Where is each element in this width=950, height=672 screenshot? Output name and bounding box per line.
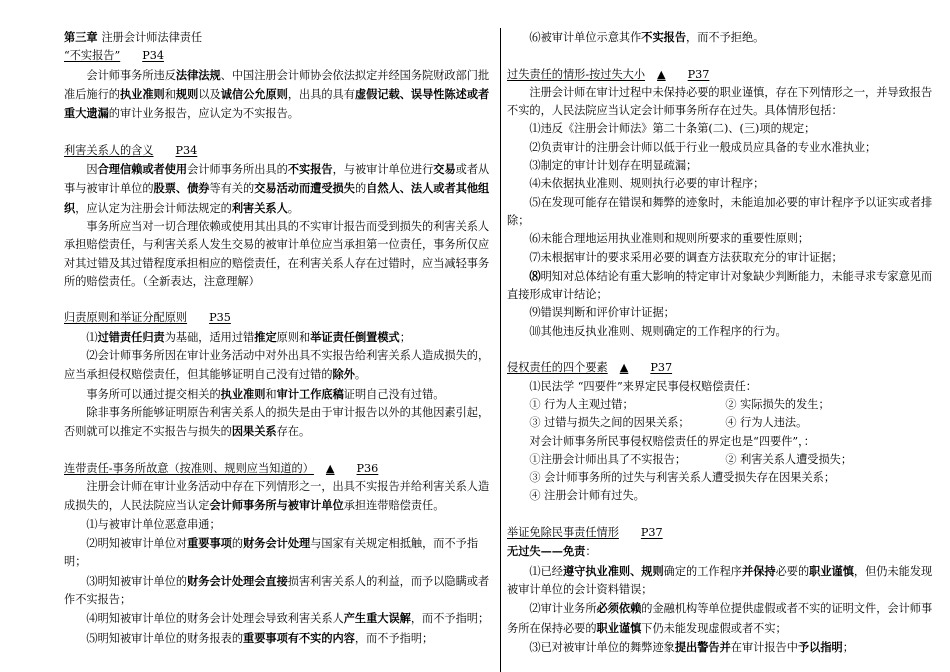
- text-run: ，而不予指明；: [410, 612, 490, 626]
- left-column: [64, 28, 494, 648]
- text-run: ⑺未根据审计的要求采用必要的调查方法获取充分的审计证据；: [529, 250, 843, 264]
- text-run: ⑴: [86, 330, 98, 344]
- paragraph: [507, 175, 939, 193]
- section-heading: [507, 66, 939, 84]
- bold-text: 交易活动而遭受损失: [254, 181, 355, 196]
- paragraph: [64, 347, 494, 385]
- bold-text: 股票、债券: [153, 181, 210, 196]
- text-run: ⑵明知被审计单位对: [86, 537, 188, 551]
- text-run: ⑷未依据执业准则、规则执行必要的审计程序；: [529, 177, 765, 191]
- text-run: ④ 注册会计师有过失。: [529, 489, 645, 503]
- text-run: ⑵审计业务所: [529, 602, 597, 616]
- bold-text: 财务会计处理: [243, 536, 311, 551]
- section-heading: [64, 309, 494, 327]
- paragraph: [64, 160, 494, 218]
- paragraph: [64, 404, 494, 442]
- paragraph: [507, 378, 939, 396]
- paragraph: [507, 267, 939, 305]
- text-run: ⑵会计师事务所因在审计业务活动中对外出具不实报告给利害关系人造成损失的，应当承担侵权赔偿责任，但其能够证明自己没有过错的: [64, 349, 490, 382]
- text-run: 以及: [198, 87, 221, 101]
- bold-text: 并保持: [742, 563, 776, 578]
- paragraph: [507, 230, 939, 248]
- text-run: 会计师事务所违反: [86, 68, 176, 82]
- list-entry: ①注册会计师出具了不实报告；: [529, 452, 687, 466]
- bold-text: 自然人、法人或者其他组织: [64, 181, 490, 215]
- bold-text: 产生重大误解: [343, 611, 411, 626]
- bold-text: 第三章: [64, 30, 102, 44]
- page-reference: P37: [650, 361, 673, 375]
- list-entry: ② 实际损失的发生；: [725, 397, 830, 411]
- text-run: ；: [842, 640, 854, 654]
- page-reference: P34: [175, 143, 198, 157]
- text-run: ：: [585, 545, 597, 559]
- text-run: ⑽其他违反执业准则、规则确定的工作程序的行为。: [529, 324, 787, 338]
- text-run: ，应认定为注册会计师法规定的: [75, 201, 232, 215]
- bold-text: 无过失——免责: [507, 544, 586, 559]
- spacer: [507, 341, 939, 359]
- text-run: ⑴与被审计单位恶意串通；: [86, 517, 221, 531]
- bold-text: 重要事项有不实的内容: [243, 630, 355, 645]
- bold-text: 举证责任倒置模式: [310, 329, 400, 344]
- text-run: 会计师事务所出具的: [187, 163, 288, 177]
- list-entry: ① 行为人主观过错；: [529, 397, 634, 411]
- section-heading: [507, 524, 939, 542]
- bold-text: 必须依赖: [596, 601, 642, 616]
- section-heading: [507, 359, 939, 377]
- text-run: ⑴已经: [529, 564, 563, 578]
- paragraph: [507, 599, 939, 638]
- bold-text: 会计师事务所与被审计单位: [209, 498, 344, 513]
- text-run: 注册会计师在审计业务活动中存在下列情形之一，出具不实报告并给利害关系人造成损失的，人民法院应当认定: [64, 480, 490, 513]
- text-run: ⑹被审计单位示意其作: [529, 31, 642, 44]
- list-entry: ② 利害关系人遭受损失；: [725, 452, 853, 466]
- text-run: 的金融机构等单位提供虚假或者不实的证明文件，会计师事务所在保持必要的: [507, 602, 933, 635]
- list-entry: ④ 行为人违法。: [725, 416, 808, 430]
- text-run: ，但仍未能发现被审计单位的会计资料错误；: [507, 564, 933, 596]
- text-run: “不实报告”: [64, 49, 121, 63]
- bold-text: 财务会计处理会直接: [187, 573, 288, 588]
- text-run: 承担连带赔偿责任。: [343, 499, 445, 513]
- text-run: ，而不予指明；: [354, 631, 434, 645]
- paragraph: [507, 638, 939, 657]
- paragraph: [507, 323, 939, 341]
- paragraph: [64, 66, 494, 124]
- text-run: ⑼错误判断和评价审计证据；: [529, 306, 675, 320]
- bold-text: 职业谨慎: [596, 620, 642, 635]
- list-entry: ③ 过错与损失之间的因果关系；: [529, 416, 690, 430]
- text-run: ⑴民法学 “四要件”来界定民事侵权赔偿责任：: [529, 379, 757, 393]
- text-run: 损害利害关系人的利益，而予以隐瞒或者作不实报告；: [64, 574, 490, 606]
- right-column: [507, 28, 939, 657]
- text-run: ，与被审计单位进行: [332, 163, 434, 177]
- bold-text: 过错责任归责: [97, 329, 165, 344]
- bold-text: 合理信赖或者使用: [97, 162, 188, 177]
- text-run: 对会计师事务所民事侵权赔偿责任的界定也是“四要件”，：: [529, 434, 815, 448]
- paragraph: [64, 328, 494, 347]
- paragraph: [64, 516, 494, 534]
- text-run: 下仍未能发现虚假或者不实；: [641, 621, 787, 635]
- paragraph: [507, 451, 939, 469]
- text-run: 的审计业务报告，应认定为不实报告。: [108, 107, 299, 121]
- paragraph: [507, 139, 939, 157]
- bold-text: 除外: [332, 367, 355, 382]
- bold-text: 法律法规: [175, 67, 221, 82]
- bold-text: 因果关系: [231, 424, 277, 439]
- bold-text: 不实报告: [641, 30, 687, 44]
- paragraph: [507, 194, 939, 231]
- section-heading: [64, 142, 494, 160]
- text-run: 事务所可以通过提交相关的: [86, 387, 221, 401]
- paragraph: [64, 478, 494, 516]
- text-run: 过失责任的情形-按过失大小: [507, 67, 646, 81]
- bold-text: 交易: [433, 162, 456, 177]
- paragraph: [507, 469, 939, 487]
- text-run: 、中国注册会计师协会依法拟定并经国务院财政部门批准后施行的: [64, 68, 490, 101]
- text-run: ⑷明知被审计单位的财务会计处理会导致利害关系人: [86, 612, 344, 626]
- text-run: ⑶明知被审计单位的: [86, 574, 188, 588]
- text-run: 证明自己没有过错。: [343, 387, 445, 401]
- text-run: 归责原则和举证分配原则: [64, 311, 188, 325]
- bold-text: 予以指明: [797, 639, 843, 654]
- bold-text: 虚假记载、误导性陈述或者重大遗漏: [64, 86, 490, 121]
- page-reference: P36: [356, 461, 379, 475]
- paragraph: [507, 487, 939, 505]
- paragraph: [507, 84, 939, 121]
- section-heading: [64, 460, 494, 478]
- text-run: 注册会计师法律责任: [101, 31, 203, 44]
- text-run: ⑶已对被审计单位的舞弊迹象: [529, 640, 675, 654]
- text-run: ⑶制定的审计计划存在明显疏漏；: [529, 159, 698, 173]
- page-reference: P37: [687, 67, 710, 81]
- bold-text: 推定: [254, 329, 277, 344]
- bold-text: 职业谨慎: [809, 563, 854, 578]
- bold-text: 遵守执业准则、规则: [562, 563, 664, 578]
- important-marker: ▲: [619, 361, 629, 375]
- bold-text: ⑻: [529, 268, 541, 283]
- bold-text: 诚信公允原则: [220, 86, 288, 101]
- text-run: ⑹未能合理地运用执业准则和规则所要求的重要性原则；: [529, 232, 810, 246]
- paragraph: [507, 249, 939, 267]
- text-run: 存在。: [276, 425, 311, 439]
- text-run: 确定的工作程序: [663, 564, 742, 578]
- bold-text: 执业准则: [119, 86, 165, 101]
- page-reference: P37: [640, 526, 663, 540]
- column-divider: [500, 28, 501, 672]
- text-run: 注册会计师在审计过程中未保持必要的职业谨慎，存在下列情形之一，并导致报告不实的，人民法院应当认定会计师事务所存在过失。具体情形包括：: [507, 85, 933, 118]
- text-run: 连带责任-事务所故意（按准则、规则应当知道的）: [64, 461, 314, 475]
- text-run: 因: [86, 163, 98, 177]
- important-marker: ▲: [657, 67, 666, 81]
- text-run: 为基础，适用过错: [164, 330, 255, 344]
- text-run: 利害关系人的含义: [64, 143, 154, 157]
- paragraph: [507, 562, 939, 600]
- text-run: 和: [164, 87, 176, 101]
- text-run: ；: [399, 330, 411, 344]
- page-reference: P35: [209, 311, 231, 325]
- paragraph: [64, 534, 494, 572]
- spacer: [507, 506, 939, 524]
- paragraph: [507, 28, 939, 47]
- spacer: [64, 291, 494, 309]
- paragraph: [507, 304, 939, 322]
- section-heading: [64, 47, 494, 65]
- paragraph: [507, 542, 939, 561]
- text-run: ③ 会计师事务所的过失与利害关系人遭受损失存在因果关系；: [529, 471, 836, 485]
- paragraph: [507, 414, 939, 432]
- paragraph: [507, 433, 939, 451]
- text-run: ⑸在发现可能存在错误和舞弊的迹象时，未能追加必要的审计程序予以证实或者排除；: [507, 195, 933, 227]
- text-run: 。: [287, 201, 299, 215]
- paragraph: [507, 396, 939, 414]
- paragraph: [64, 218, 494, 291]
- bold-text: 提出警告并: [674, 639, 731, 654]
- text-run: 或者从事与被审计单位的: [64, 163, 490, 196]
- text-run: 侵权责任的四个要素: [507, 361, 608, 375]
- text-run: ⑸明知被审计单位的财务报表的: [86, 631, 244, 645]
- page-reference: P34: [142, 49, 164, 63]
- paragraph: [64, 572, 494, 610]
- spacer: [64, 123, 494, 141]
- text-run: ，而不予拒绝。: [686, 31, 765, 44]
- text-run: ⑴违反《注册会计师法》第二十条第(二)、(三)项的规定；: [529, 122, 816, 136]
- paragraph: [64, 385, 494, 404]
- text-run: 除非事务所能够证明原告利害关系人的损失是由于审计报告以外的其他因素引起，否则就可以推定不实报告与损失的: [64, 405, 490, 439]
- text-run: 的: [231, 537, 244, 551]
- text-run: ，出具的具有: [287, 87, 355, 101]
- paragraph: [64, 609, 494, 628]
- text-run: 明知对总体结论有重大影响的特定审计对象缺少判断能力，未能寻求专家意见而直接形成审计结论；: [507, 269, 933, 302]
- text-run: 在审计报告中: [730, 640, 798, 654]
- bold-text: 重要事项: [187, 536, 232, 551]
- text-run: 和: [265, 387, 277, 401]
- spacer: [64, 442, 494, 460]
- text-run: 必要的: [775, 564, 810, 578]
- text-run: 原则和: [276, 330, 311, 344]
- paragraph: [64, 629, 494, 648]
- bold-text: 审计工作底稿: [276, 386, 344, 401]
- text-run: 举证免除民事责任情形: [507, 526, 619, 540]
- bold-text: 规则: [175, 86, 199, 101]
- bold-text: 执业准则: [220, 386, 266, 401]
- text-run: 。: [354, 368, 367, 382]
- text-run: 与国家有关规定相抵触，而不予指明；: [64, 537, 479, 569]
- text-run: 的: [354, 182, 367, 196]
- text-run: ⑵负责审计的注册会计师以低于行业一般成员应具备的专业水准执业；: [529, 140, 877, 154]
- paragraph: [507, 157, 939, 175]
- paragraph: [507, 120, 939, 138]
- important-marker: ▲: [325, 461, 335, 475]
- spacer: [507, 47, 939, 65]
- chapter-title: [64, 28, 494, 47]
- bold-text: 利害关系人: [231, 200, 288, 215]
- text-run: 等有关的: [209, 182, 255, 196]
- bold-text: 不实报告: [287, 162, 333, 177]
- text-run: 事务所应当对一切合理依赖或使用其出具的不实审计报告而受到损失的利害关系人承担赔偿责任，与利害关系人发生交易的被审计单位应当承担第一位责任，事务所仅应对其过错及其过错程度承担相应的赔偿责任，在利害关系人存在过错时，应当减轻事务所的赔偿责任。（全新表达，注意理解）: [64, 219, 490, 288]
